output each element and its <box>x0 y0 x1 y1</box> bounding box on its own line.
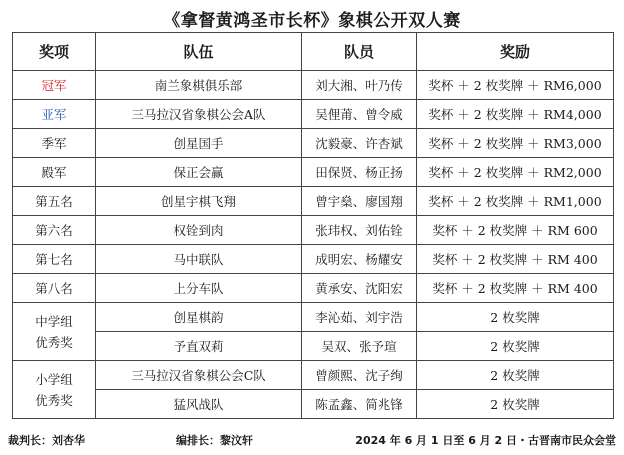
reward-cell: 2 枚奖牌 <box>417 303 614 332</box>
rank-cell: 季军 <box>13 129 96 158</box>
rank-cell: 第七名 <box>13 245 96 274</box>
team-cell: 创星国手 <box>96 129 302 158</box>
rank-cell: 第五名 <box>13 187 96 216</box>
team-cell: 三马拉汉省象棋公会C队 <box>96 361 302 390</box>
reward-cell: 奖杯 ＋ 2 枚奖牌 ＋ RM6,000 <box>417 71 614 100</box>
table-row <box>13 100 614 129</box>
reward-cell: 奖杯 ＋ 2 枚奖牌 ＋ RM 400 <box>417 274 614 303</box>
reward-cell: 奖杯 ＋ 2 枚奖牌 ＋ RM2,000 <box>417 158 614 187</box>
reward-cell: 奖杯 ＋ 2 枚奖牌 ＋ RM 400 <box>417 245 614 274</box>
reward-cell: 奖杯 ＋ 2 枚奖牌 ＋ RM 600 <box>417 216 614 245</box>
results-table <box>12 32 614 419</box>
team-cell: 予直双莉 <box>96 332 302 361</box>
table-header-row <box>13 33 614 71</box>
members-cell: 李沁茹、刘宇浩 <box>302 303 417 332</box>
rank-cell: 冠军 <box>13 71 96 100</box>
table-row <box>13 274 614 303</box>
header-team: 队伍 <box>96 33 302 71</box>
members-cell: 张玮权、刘佑铨 <box>302 216 417 245</box>
reward-cell: 奖杯 ＋ 2 枚奖牌 ＋ RM1,000 <box>417 187 614 216</box>
group-label-line: 小学组 <box>35 371 73 387</box>
members-cell: 沈毅豪、许杏斌 <box>302 129 417 158</box>
header-members: 队员 <box>302 33 417 71</box>
table-row <box>13 187 614 216</box>
members-cell: 陈孟鑫、简兆锋 <box>302 390 417 419</box>
group-label-line: 中学组 <box>35 313 73 329</box>
members-cell: 曾宇燊、廖国翔 <box>302 187 417 216</box>
reward-cell: 奖杯 ＋ 2 枚奖牌 ＋ RM4,000 <box>417 100 614 129</box>
group-label-line: 优秀奖 <box>35 392 73 408</box>
team-cell: 创星宇棋飞翔 <box>96 187 302 216</box>
team-cell: 上分车队 <box>96 274 302 303</box>
group-label-line: 优秀奖 <box>35 334 73 350</box>
table-row <box>13 71 614 100</box>
members-cell: 刘大湘、叶乃传 <box>302 71 417 100</box>
table-row <box>13 361 614 390</box>
members-cell: 田保贤、杨正扬 <box>302 158 417 187</box>
rank-cell: 亚军 <box>13 100 96 129</box>
table-row <box>13 216 614 245</box>
group-label-secondary <box>13 303 96 361</box>
rank-cell: 殿军 <box>13 158 96 187</box>
referee-credit: 裁判长：刘杏华 <box>8 434 85 447</box>
table-row <box>13 332 614 361</box>
header-award: 奖项 <box>13 33 96 71</box>
rank-cell: 第八名 <box>13 274 96 303</box>
members-cell: 成明宏、杨耀安 <box>302 245 417 274</box>
team-cell: 创星棋韵 <box>96 303 302 332</box>
members-cell: 吴双、张予瑄 <box>302 332 417 361</box>
table-row <box>13 129 614 158</box>
page-title: 《拿督黄鸿圣市长杯》象棋公开双人赛 <box>163 11 461 31</box>
members-cell: 曾颜熙、沈子绚 <box>302 361 417 390</box>
team-cell: 三马拉汉省象棋公会A队 <box>96 100 302 129</box>
team-cell: 权铨到肉 <box>96 216 302 245</box>
table-row <box>13 303 614 332</box>
date-venue: 2024 年 6 月 1 日至 6 月 2 日・古晋南市民众会堂 <box>355 434 616 447</box>
arbiter-credit: 编排长：黎汶轩 <box>176 434 253 447</box>
group-label-primary <box>13 361 96 419</box>
header-reward: 奖励 <box>417 33 614 71</box>
footer <box>0 432 624 452</box>
team-cell: 保正会赢 <box>96 158 302 187</box>
rank-cell: 第六名 <box>13 216 96 245</box>
members-cell: 黄承安、沈阳宏 <box>302 274 417 303</box>
reward-cell: 2 枚奖牌 <box>417 361 614 390</box>
table-row <box>13 245 614 274</box>
members-cell: 吴俚莆、曾令威 <box>302 100 417 129</box>
reward-cell: 奖杯 ＋ 2 枚奖牌 ＋ RM3,000 <box>417 129 614 158</box>
reward-cell: 2 枚奖牌 <box>417 332 614 361</box>
team-cell: 南兰象棋俱乐部 <box>96 71 302 100</box>
team-cell: 猛风战队 <box>96 390 302 419</box>
reward-cell: 2 枚奖牌 <box>417 390 614 419</box>
team-cell: 马中联队 <box>96 245 302 274</box>
table-row <box>13 158 614 187</box>
table-row <box>13 390 614 419</box>
